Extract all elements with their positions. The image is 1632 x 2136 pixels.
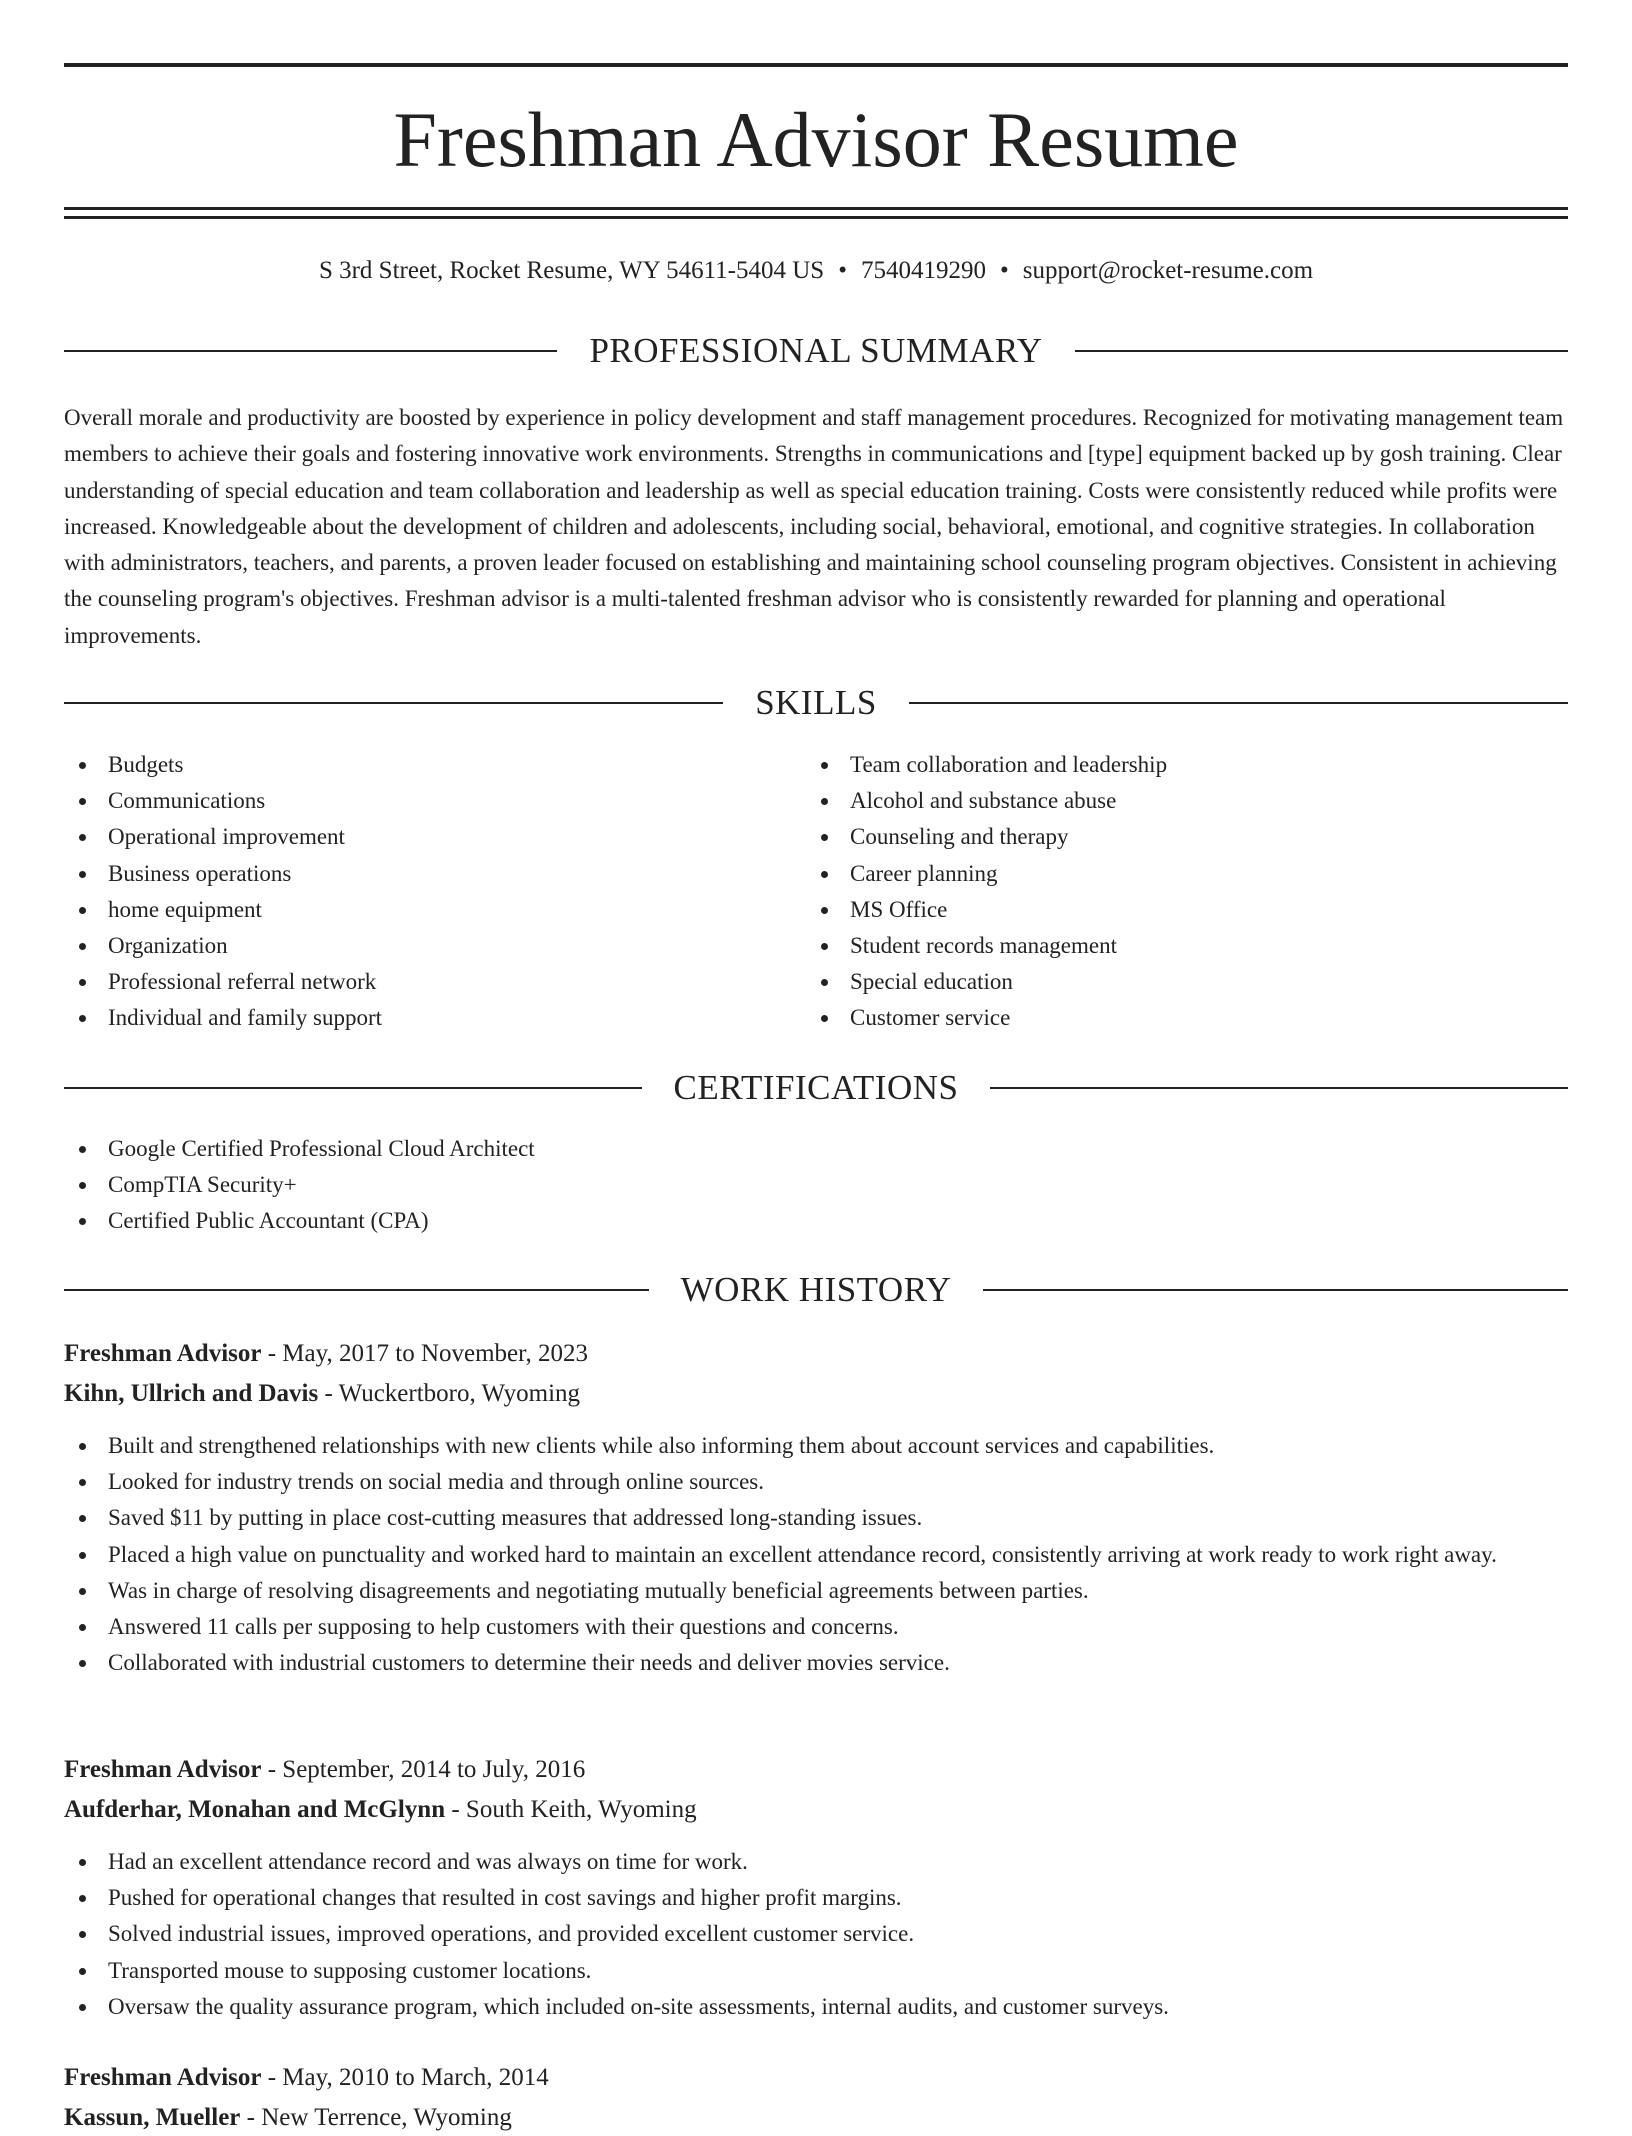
skill-item: Organization [64, 928, 764, 964]
job-company-line [64, 2100, 512, 2136]
job-bullet: Placed a high value on punctuality and worked hard to maintain an excellent attendance record, consistently arriving at work ready to work right away. [64, 1537, 1568, 1573]
contact-phone: 7540419290 [860, 257, 986, 284]
job-company: Kihn, Ullrich and Davis [64, 1380, 319, 1407]
job-bullets [64, 1428, 1568, 1681]
job-title: Freshman Advisor [64, 1756, 262, 1783]
contact-separator: • [999, 257, 1009, 284]
summary-text: Overall morale and productivity are boosted by experience in policy development and staff management procedures. Recognized for motivating management team members to achieve their goals and fostering innovative work environments. Strengths in communications and [type] equipment backed up by gosh training. Clear understanding of special education and team collaboration and leadership as well as special education training. Costs were consistently reduced while profits were increased. Knowledgeable about the development of children and adolescents, including social, behavioral, emotional, and cognitive strategies. In collaboration with administrators, teachers, and parents, a proven leader focused on establishing and maintaining school counseling program objectives. Consistent in achieving the counseling program's objectives. Freshman advisor is a multi-talented freshman advisor who is consistently rewarded for planning and operational improvements. [64, 405, 1564, 648]
skill-item: Customer service [806, 1000, 1566, 1036]
job-title-line [64, 1336, 588, 1372]
skills-list-left [64, 747, 764, 1037]
job-title: Freshman Advisor [64, 1340, 262, 1367]
skill-item: MS Office [806, 892, 1566, 928]
skill-item: Special education [806, 964, 1566, 1000]
job-bullet: Collaborated with industrial customers to determine their needs and deliver movies service. [64, 1645, 1568, 1681]
job-bullet: Built and strengthened relationships with new clients while also informing them about account services and capabilities. [64, 1428, 1568, 1464]
skills-heading-label: SKILLS [755, 683, 877, 722]
top-rule [64, 63, 1568, 67]
job-location: - Wuckertboro, Wyoming [318, 1380, 581, 1407]
heading-rule-right [983, 1289, 1568, 1291]
skill-item: Business operations [64, 856, 764, 892]
certification-item: CompTIA Security+ [64, 1167, 1568, 1203]
job-bullet: Transported mouse to supposing customer locations. [64, 1953, 1568, 1989]
job-bullet: Had an excellent attendance record and was always on time for work. [64, 1844, 1568, 1880]
job-title: Freshman Advisor [64, 2064, 262, 2091]
heading-rule-left [64, 702, 723, 704]
job-dates: - May, 2010 to March, 2014 [261, 2064, 549, 2091]
certifications-list [64, 1131, 1568, 1240]
heading-rule-right [909, 702, 1568, 704]
heading-rule-left [64, 1087, 642, 1089]
certification-item: Certified Public Accountant (CPA) [64, 1203, 1568, 1239]
job-company-line [64, 1376, 580, 1412]
work-history-heading [64, 1268, 1568, 1312]
heading-rule-left [64, 350, 557, 352]
job-company-line [64, 1792, 697, 1828]
job-company: Kassun, Mueller [64, 2104, 241, 2131]
job-bullet: Solved industrial issues, improved operations, and provided excellent customer service. [64, 1916, 1568, 1952]
job-location: - New Terrence, Wyoming [240, 2104, 512, 2131]
resume-title: Freshman Advisor Resume [393, 96, 1239, 183]
job-location: - South Keith, Wyoming [445, 1796, 697, 1823]
job-bullet: Oversaw the quality assurance program, which included on-site assessments, internal audits, and customer surveys. [64, 1989, 1568, 2025]
heading-rule-right [990, 1087, 1568, 1089]
job-bullet: Answered 11 calls per supposing to help customers with their questions and concerns. [64, 1609, 1568, 1645]
job-bullet: Was in charge of resolving disagreements and negotiating mutually beneficial agreements between parties. [64, 1573, 1568, 1609]
skill-item: home equipment [64, 892, 764, 928]
skill-item: Operational improvement [64, 819, 764, 855]
job-bullets [64, 1844, 1568, 2025]
skills-list-right [806, 747, 1566, 1037]
title-rule-upper [64, 207, 1568, 210]
skill-item: Student records management [806, 928, 1566, 964]
job-bullet: Pushed for operational changes that resulted in cost savings and higher profit margins. [64, 1880, 1568, 1916]
heading-rule-right [1075, 350, 1568, 352]
work-history-heading-label: WORK HISTORY [680, 1270, 952, 1309]
heading-rule-left [64, 1289, 649, 1291]
skill-item: Professional referral network [64, 964, 764, 1000]
contact-address: S 3rd Street, Rocket Resume, WY 54611-5404 US [318, 257, 825, 284]
contact-separator: • [838, 257, 847, 284]
skill-item: Alcohol and substance abuse [806, 783, 1566, 819]
job-dates: - September, 2014 to July, 2016 [261, 1756, 586, 1783]
skill-item: Team collaboration and leadership [806, 747, 1566, 783]
skill-item: Career planning [806, 856, 1566, 892]
certifications-heading-label: CERTIFICATIONS [673, 1068, 959, 1107]
contact-line [64, 254, 1568, 288]
job-company: Aufderhar, Monahan and McGlynn [64, 1796, 446, 1823]
summary-heading [64, 329, 1568, 373]
job-bullet: Looked for industry trends on social media and through online sources. [64, 1464, 1568, 1500]
job-title-line [64, 2060, 549, 2096]
job-bullet: Saved $11 by putting in place cost-cutting measures that addressed long-standing issues. [64, 1500, 1568, 1536]
job-title-line [64, 1752, 585, 1788]
skill-item: Communications [64, 783, 764, 819]
skill-item: Individual and family support [64, 1000, 764, 1036]
job-dates: - May, 2017 to November, 2023 [261, 1340, 588, 1367]
certifications-heading [64, 1066, 1568, 1110]
contact-email: support@rocket-resume.com [1022, 257, 1314, 284]
summary-heading-label: PROFESSIONAL SUMMARY [589, 331, 1043, 370]
certification-item: Google Certified Professional Cloud Architect [64, 1131, 1568, 1167]
title-rule-lower [64, 216, 1568, 219]
skill-item: Budgets [64, 747, 764, 783]
skills-heading [64, 681, 1568, 725]
skill-item: Counseling and therapy [806, 819, 1566, 855]
